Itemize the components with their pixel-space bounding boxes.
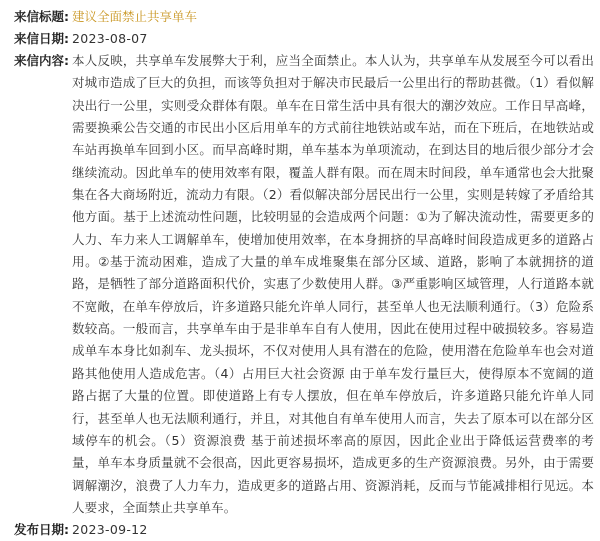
letter-content: 本人反映，共享单车发展弊大于利，应当全面禁止。本人认为，共享单车从发展至今可以看出对城市造成了巨大的负担，而该等负担对于解决市民最后一公里出行的帮助甚微。（1）看似解决出行一公里，实则受众群体有限。单车在日常生活中具有很大的潮汐效应。工作日早高峰，需要换乘公告交通的市民出小区后用单车的方式前往地铁站或车站，而在下班后，在地铁站或车站再换单车回到小区。而早高峰时期，单车基本为单项流动，在到达目的地后很少部分才会继续流动。因此单车的使用效率有限，覆盖人群有限。而在周末时间段，单车通常也会大批聚集在各大商场附近，流动力有限。（2）看似解决部分居民出行一公里，实则是转嫁了矛盾给其他方面。基于上述流动性问题，比较明显的会造成两个问题：①为了解决流动性，需要更多的人力、车力来人工调解单车，使增加使用效率，在本身拥挤的早高峰时间段造成更多的道路占用。②基于流动困难，造成了大量的单车成堆聚集在部分区域、道路，影响了本就拥挤的道路，是牺牲了部分道路面积代价，实惠了少数使用人群。③严重影响区域管理，人行道路本就不宽敞，在单车停放后，许多道路只能允许单人同行，甚至单人也无法顺利通行。（3）危险系数较高。一般而言，共享单车由于是非单车自有人使用，因此在使用过程中破损较多。容易造成单车本身比如刹车、龙头损坏，不仅对使用人具有潜在的危险，使用潜在危险单车也会对道路其他使用人造成危害。（4）占用巨大社会资源 由于单车发行量巨大，使得原本不宽阔的道路占据了大量的位置。即使道路上有专人摆放，但在单车停放后，许多道路只能允许单人同行，甚至单人也无法顺利通行，并且，对其他自有单车使用人而言，失去了原本可以在部分区域停车的机会。（5）资源浪费 基于前述损坏率高的原因，因此企业出于降低运营费率的考量，单车本身质量就不会很高，因此更容易损坏，造成更多的生产资源浪费。另外，由于需要调解潮汐，浪费了人力车力，造成更多的道路占用、资源消耗，反而与节能减排相行见远。本人要求，全面禁止共享单车。 bbox=[72, 53, 594, 515]
publish-row bbox=[0, 519, 600, 541]
title-label: 来信标题: bbox=[14, 9, 69, 24]
publish-date: 2023-09-12 bbox=[72, 522, 148, 538]
content-row bbox=[0, 50, 600, 519]
content-label: 来信内容: bbox=[14, 53, 69, 68]
date-label: 来信日期: bbox=[14, 31, 69, 46]
publish-label: 发布日期: bbox=[14, 522, 69, 538]
letter-date: 2023-08-07 bbox=[72, 31, 148, 46]
letter-title: 建议全面禁止共享单车 bbox=[72, 9, 198, 24]
title-row bbox=[0, 6, 600, 28]
date-row bbox=[0, 28, 600, 50]
